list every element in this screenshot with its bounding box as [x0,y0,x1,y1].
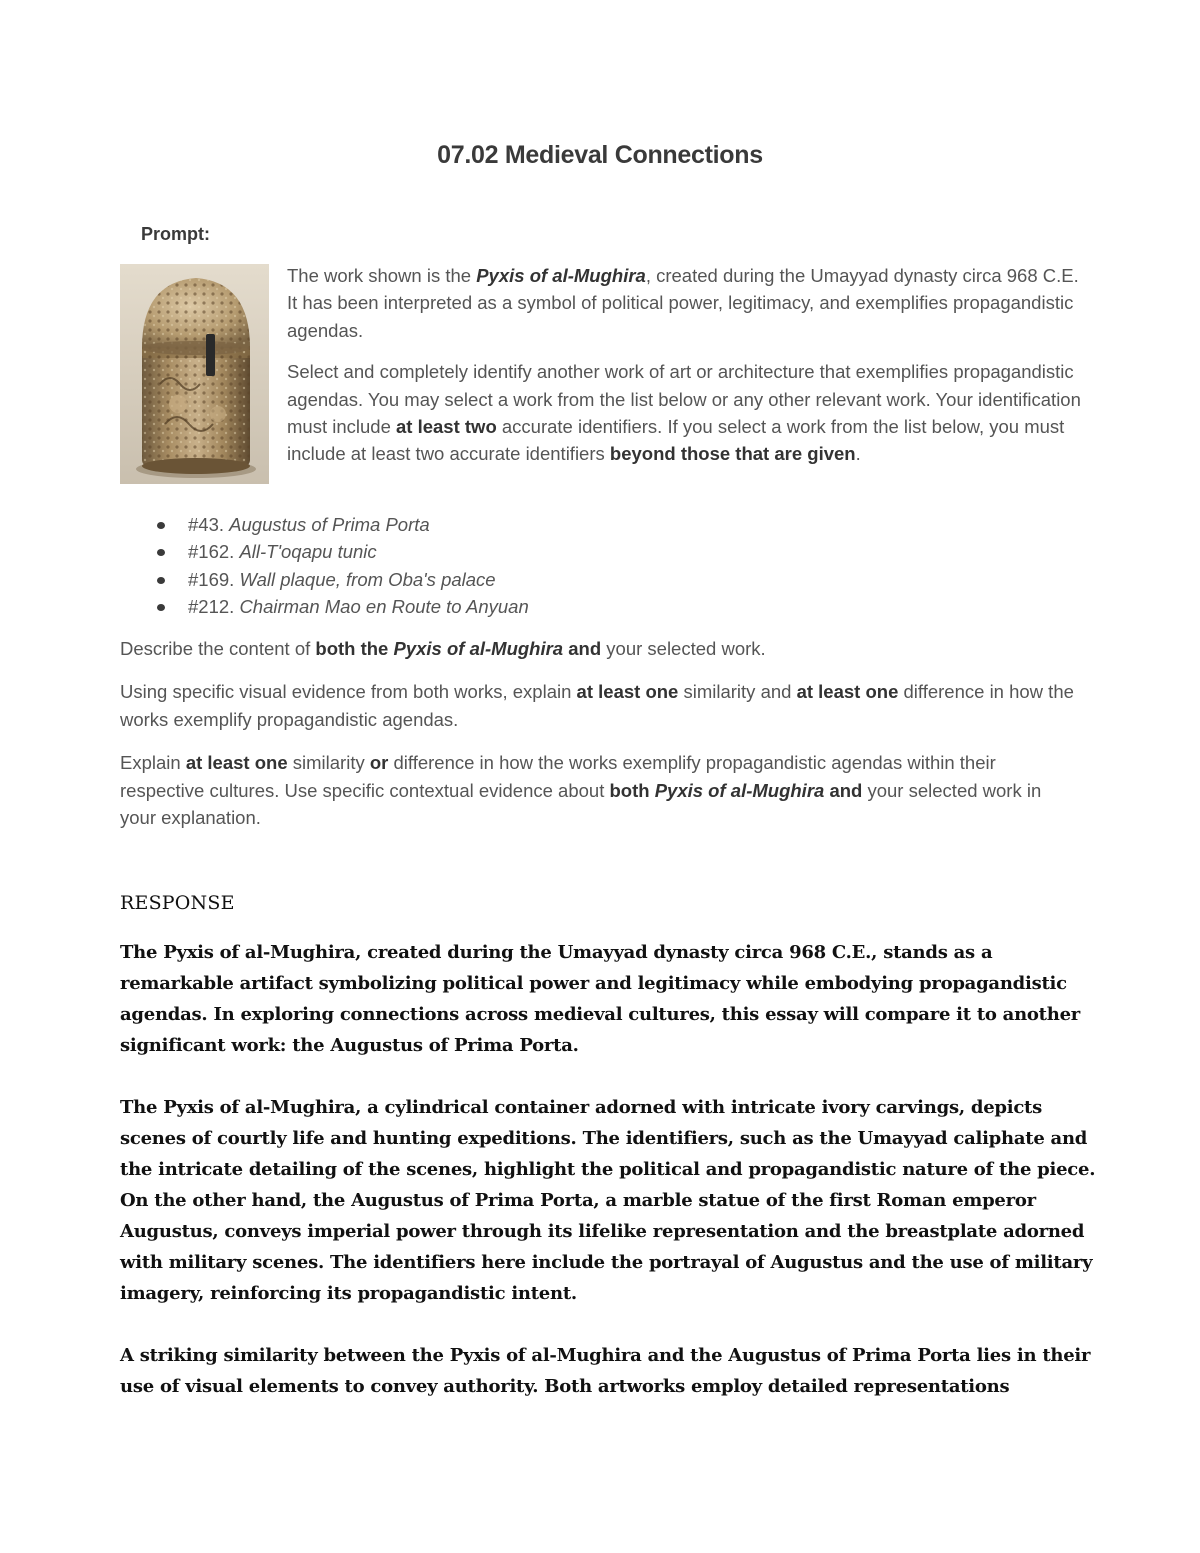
question-2: Using specific visual evidence from both works, explain at least one similarity and at least one difference in how the works exemplify propagandistic agendas. [120,681,1074,730]
pyxis-image [120,264,269,484]
question-3: Explain at least one similarity or difference in how the works exemplify propagandistic agendas within their respective cultures. Use specific contextual evidence about both Pyxis of al-Mughira and your selected work in your explanation. [120,752,1042,829]
prompt-text [287,262,1087,482]
list-item: #162. All-T'oqapu tunic [120,538,529,565]
questions [120,635,1080,847]
response-heading: RESPONSE [120,892,235,914]
response-paragraph: The Pyxis of al-Mughira, a cylindrical container adorned with intricate ivory carvings, depicts scenes of courtly life and hunting expeditions. The identifiers, such as the Umayyad caliphate and the intricate detailing of the scenes, highlight the political and propagandistic nature of the piece. On the other hand, the Augustus of Prima Porta, a marble statue of the first Roman emperor Augustus, conveys imperial power through its lifelike representation and the breastplate adorned with military scenes. The identifiers here include the portrayal of Augustus and the use of military imagery, reinforcing its propagandistic intent. [120,1097,1096,1304]
works-list [120,511,529,621]
bullet-icon [157,577,165,584]
prompt-paragraph: The work shown is the Pyxis of al-Mughira, created during the Umayyad dynasty circa 968 C.E. It has been interpreted as a symbol of political power, legitimacy, and exemplifies propagandistic agendas. [287,265,1079,341]
response-paragraph: A striking similarity between the Pyxis of al-Mughira and the Augustus of Prima Porta lies in their use of visual elements to convey authority. Both artworks employ detailed representations [120,1345,1091,1397]
bullet-icon [157,549,165,556]
response-paragraph: The Pyxis of al-Mughira, created during the Umayyad dynasty circa 968 C.E., stands as a remarkable artifact symbolizing political power and legitimacy while embodying propagandistic agendas. In exploring connections across medieval cultures, this essay will compare it to another significant work: the Augustus of Prima Porta. [120,942,1081,1056]
prompt-paragraph: Select and completely identify another work of art or architecture that exemplifies propagandistic agendas. You may select a work from the list below or any other relevant work. Your identification must include at least two accurate identifiers. If you select a work from the list below, you must include at least two accurate identifiers beyond those that are given. [287,361,1081,465]
list-item: #43. Augustus of Prima Porta [120,511,529,538]
response-body [120,937,1100,1433]
page-title: 07.02 Medieval Connections [437,141,763,169]
list-item: #212. Chairman Mao en Route to Anyuan [120,593,529,620]
question-1: Describe the content of both the Pyxis of al-Mughira and your selected work. [120,638,766,659]
prompt-label: Prompt: [141,224,210,244]
list-item: #169. Wall plaque, from Oba's palace [120,566,529,593]
bullet-icon [157,604,165,611]
bullet-icon [157,522,165,529]
